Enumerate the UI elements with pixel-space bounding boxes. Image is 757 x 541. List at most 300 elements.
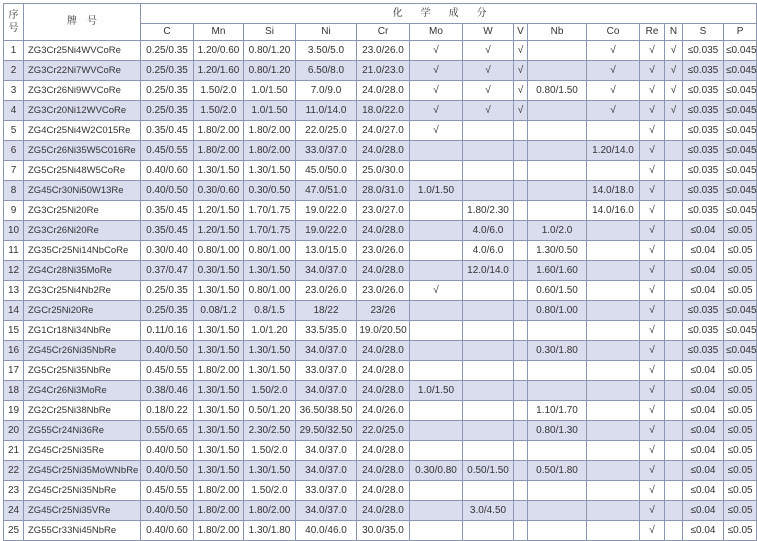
cell-ni: 34.0/37.0 — [296, 261, 357, 281]
cell-v — [514, 141, 528, 161]
cell-seq: 20 — [4, 421, 24, 441]
table-row — [4, 41, 757, 61]
cell-v: √ — [514, 81, 528, 101]
cell-s: ≤0.035 — [683, 81, 724, 101]
cell-re: √ — [640, 341, 665, 361]
cell-nb — [528, 141, 587, 161]
cell-grade: ZG5Cr25Ni35NbRe — [24, 361, 141, 381]
cell-nb: 0.30/1.80 — [528, 341, 587, 361]
cell-ni: 29.50/32.50 — [296, 421, 357, 441]
cell-s: ≤0.04 — [683, 221, 724, 241]
cell-c: 0.38/0.46 — [141, 381, 194, 401]
cell-re: √ — [640, 41, 665, 61]
cell-si: 1.30/1.50 — [244, 261, 296, 281]
cell-n — [665, 121, 683, 141]
cell-w — [463, 321, 514, 341]
cell-mn: 1.30/1.50 — [194, 441, 244, 461]
cell-nb — [528, 101, 587, 121]
cell-s: ≤0.035 — [683, 161, 724, 181]
cell-mo — [410, 421, 463, 441]
cell-v — [514, 201, 528, 221]
cell-cr: 30.0/35.0 — [357, 521, 410, 541]
composition-table-sheet — [3, 3, 757, 537]
cell-nb — [528, 481, 587, 501]
cell-nb — [528, 61, 587, 81]
cell-seq: 5 — [4, 121, 24, 141]
cell-w: 4.0/6.0 — [463, 241, 514, 261]
table-row — [4, 321, 757, 341]
cell-n — [665, 341, 683, 361]
cell-cr: 24.0/28.0 — [357, 221, 410, 241]
table-row — [4, 241, 757, 261]
cell-ni: 22.0/25.0 — [296, 121, 357, 141]
cell-ni: 34.0/37.0 — [296, 461, 357, 481]
cell-ni: 33.5/35.0 — [296, 321, 357, 341]
header-element-re: Re — [640, 24, 665, 41]
cell-c: 0.25/0.35 — [141, 41, 194, 61]
cell-s: ≤0.04 — [683, 501, 724, 521]
cell-v — [514, 421, 528, 441]
cell-v: √ — [514, 101, 528, 121]
cell-n — [665, 261, 683, 281]
cell-co — [587, 221, 640, 241]
cell-si: 1.70/1.75 — [244, 201, 296, 221]
cell-nb — [528, 361, 587, 381]
cell-n — [665, 501, 683, 521]
cell-n — [665, 241, 683, 261]
cell-s: ≤0.04 — [683, 401, 724, 421]
header-element-mo: Mo — [410, 24, 463, 41]
cell-si: 1.50/2.0 — [244, 381, 296, 401]
cell-p: ≤0.045 — [724, 181, 757, 201]
cell-mo — [410, 261, 463, 281]
cell-n — [665, 381, 683, 401]
cell-si: 1.80/2.00 — [244, 501, 296, 521]
cell-nb — [528, 41, 587, 61]
cell-co — [587, 401, 640, 421]
header-seq-line1: 序 — [8, 10, 19, 21]
cell-w — [463, 281, 514, 301]
cell-v — [514, 501, 528, 521]
cell-ni: 19.0/22.0 — [296, 221, 357, 241]
cell-ni: 3.50/5.0 — [296, 41, 357, 61]
cell-p: ≤0.045 — [724, 301, 757, 321]
cell-cr: 24.0/28.0 — [357, 81, 410, 101]
cell-cr: 24.0/27.0 — [357, 121, 410, 141]
cell-w — [463, 301, 514, 321]
cell-co — [587, 161, 640, 181]
cell-cr: 23.0/27.0 — [357, 201, 410, 221]
cell-grade: ZG3Cr26Ni9WVCoRe — [24, 81, 141, 101]
cell-v — [514, 261, 528, 281]
cell-grade: ZG3Cr20Ni12WVCoRe — [24, 101, 141, 121]
cell-si: 0.80/1.20 — [244, 41, 296, 61]
header-element-s: S — [683, 24, 724, 41]
cell-v — [514, 381, 528, 401]
cell-v: √ — [514, 61, 528, 81]
cell-mo — [410, 501, 463, 521]
cell-s: ≤0.04 — [683, 381, 724, 401]
cell-p: ≤0.05 — [724, 281, 757, 301]
cell-nb — [528, 181, 587, 201]
cell-grade: ZG2Cr25Ni38NbRe — [24, 401, 141, 421]
cell-mn: 1.80/2.00 — [194, 501, 244, 521]
cell-mo — [410, 241, 463, 261]
cell-v — [514, 401, 528, 421]
cell-n: √ — [665, 101, 683, 121]
cell-cr: 23.0/26.0 — [357, 241, 410, 261]
cell-w: 0.50/1.50 — [463, 461, 514, 481]
cell-mo — [410, 221, 463, 241]
cell-n — [665, 521, 683, 541]
table-row — [4, 161, 757, 181]
cell-si: 1.0/1.50 — [244, 81, 296, 101]
cell-cr: 24.0/28.0 — [357, 361, 410, 381]
cell-si: 1.30/1.50 — [244, 161, 296, 181]
cell-ni: 33.0/37.0 — [296, 361, 357, 381]
cell-ni: 33.0/37.0 — [296, 141, 357, 161]
cell-seq: 7 — [4, 161, 24, 181]
cell-c: 0.40/0.50 — [141, 441, 194, 461]
cell-re: √ — [640, 281, 665, 301]
cell-n — [665, 301, 683, 321]
cell-ni: 34.0/37.0 — [296, 441, 357, 461]
cell-mn: 1.20/1.50 — [194, 201, 244, 221]
header-element-c: C — [141, 24, 194, 41]
cell-ni: 23.0/26.0 — [296, 281, 357, 301]
cell-c: 0.40/0.60 — [141, 161, 194, 181]
cell-p: ≤0.05 — [724, 221, 757, 241]
cell-si: 1.80/2.00 — [244, 141, 296, 161]
cell-re: √ — [640, 441, 665, 461]
cell-v — [514, 161, 528, 181]
cell-v — [514, 181, 528, 201]
cell-mn: 1.30/1.50 — [194, 381, 244, 401]
cell-ni: 34.0/37.0 — [296, 501, 357, 521]
cell-grade: ZG4Cr25Ni4W2C015Re — [24, 121, 141, 141]
cell-nb — [528, 501, 587, 521]
cell-c: 0.40/0.50 — [141, 341, 194, 361]
cell-w: 4.0/6.0 — [463, 221, 514, 241]
cell-co — [587, 361, 640, 381]
cell-mo: √ — [410, 41, 463, 61]
cell-grade: ZG45Cr25Ni35Re — [24, 441, 141, 461]
header-element-ni: Ni — [296, 24, 357, 41]
cell-mn: 1.30/1.50 — [194, 461, 244, 481]
cell-si: 0.30/0.50 — [244, 181, 296, 201]
cell-mn: 1.50/2.0 — [194, 81, 244, 101]
cell-seq: 17 — [4, 361, 24, 381]
cell-cr: 24.0/28.0 — [357, 481, 410, 501]
cell-co: 14.0/18.0 — [587, 181, 640, 201]
cell-mn: 1.20/1.60 — [194, 61, 244, 81]
cell-grade: ZG5Cr26Ni35W5C016Re — [24, 141, 141, 161]
cell-cr: 19.0/20.50 — [357, 321, 410, 341]
cell-mn: 0.30/1.50 — [194, 261, 244, 281]
cell-p: ≤0.045 — [724, 101, 757, 121]
cell-co: √ — [587, 41, 640, 61]
cell-cr: 24.0/28.0 — [357, 461, 410, 481]
cell-w — [463, 381, 514, 401]
cell-s: ≤0.035 — [683, 61, 724, 81]
header-element-mn: Mn — [194, 24, 244, 41]
cell-mn: 0.30/0.60 — [194, 181, 244, 201]
cell-re: √ — [640, 201, 665, 221]
table-row — [4, 141, 757, 161]
cell-v — [514, 441, 528, 461]
cell-seq: 9 — [4, 201, 24, 221]
cell-nb — [528, 521, 587, 541]
cell-si: 0.80/1.20 — [244, 61, 296, 81]
cell-seq: 2 — [4, 61, 24, 81]
cell-n — [665, 201, 683, 221]
table-row — [4, 221, 757, 241]
cell-nb: 0.50/1.80 — [528, 461, 587, 481]
cell-c: 0.11/0.16 — [141, 321, 194, 341]
cell-s: ≤0.035 — [683, 321, 724, 341]
header-chemical-composition: 化学成分 — [141, 4, 757, 24]
cell-si: 1.70/1.75 — [244, 221, 296, 241]
cell-mo — [410, 401, 463, 421]
table-row — [4, 261, 757, 281]
cell-mo — [410, 361, 463, 381]
cell-re: √ — [640, 521, 665, 541]
cell-mo — [410, 481, 463, 501]
cell-n — [665, 281, 683, 301]
cell-seq: 11 — [4, 241, 24, 261]
cell-w — [463, 341, 514, 361]
cell-cr: 25.0/30.0 — [357, 161, 410, 181]
cell-s: ≤0.04 — [683, 481, 724, 501]
cell-si: 2.30/2.50 — [244, 421, 296, 441]
cell-p: ≤0.05 — [724, 381, 757, 401]
cell-grade: ZG55Cr33Ni45NbRe — [24, 521, 141, 541]
cell-grade: ZG3Cr25Ni20Re — [24, 201, 141, 221]
cell-v: √ — [514, 41, 528, 61]
cell-co — [587, 481, 640, 501]
cell-re: √ — [640, 361, 665, 381]
cell-si: 1.50/2.0 — [244, 441, 296, 461]
cell-c: 0.25/0.35 — [141, 301, 194, 321]
table-row — [4, 361, 757, 381]
cell-si: 1.30/1.50 — [244, 461, 296, 481]
table-body — [4, 41, 757, 541]
cell-ni: 47.0/51.0 — [296, 181, 357, 201]
cell-mn: 0.08/1.2 — [194, 301, 244, 321]
cell-cr: 21.0/23.0 — [357, 61, 410, 81]
cell-w — [463, 481, 514, 501]
cell-si: 1.30/1.50 — [244, 341, 296, 361]
table-row — [4, 461, 757, 481]
cell-s: ≤0.04 — [683, 521, 724, 541]
cell-v — [514, 481, 528, 501]
cell-mo — [410, 441, 463, 461]
cell-re: √ — [640, 301, 665, 321]
cell-mo — [410, 521, 463, 541]
cell-w — [463, 361, 514, 381]
cell-seq: 13 — [4, 281, 24, 301]
cell-v — [514, 321, 528, 341]
cell-grade: ZG5Cr25Ni48W5CoRe — [24, 161, 141, 181]
cell-re: √ — [640, 481, 665, 501]
cell-n — [665, 221, 683, 241]
cell-c: 0.25/0.35 — [141, 81, 194, 101]
cell-re: √ — [640, 221, 665, 241]
cell-mo — [410, 201, 463, 221]
cell-v — [514, 121, 528, 141]
cell-mn: 1.30/1.50 — [194, 401, 244, 421]
cell-mn: 0.80/1.00 — [194, 241, 244, 261]
cell-w: √ — [463, 41, 514, 61]
table-row — [4, 341, 757, 361]
cell-s: ≤0.035 — [683, 101, 724, 121]
cell-seq: 12 — [4, 261, 24, 281]
cell-w: 1.80/2.30 — [463, 201, 514, 221]
cell-p: ≤0.045 — [724, 41, 757, 61]
cell-grade: ZG35Cr25Ni14NbCoRe — [24, 241, 141, 261]
cell-grade: ZG45Cr25Ni35NbRe — [24, 481, 141, 501]
header-grade: 牌 号 — [24, 4, 141, 41]
cell-grade: ZG3Cr22Ni7WVCoRe — [24, 61, 141, 81]
cell-cr: 24.0/28.0 — [357, 341, 410, 361]
cell-mo — [410, 341, 463, 361]
cell-mn: 1.20/1.50 — [194, 221, 244, 241]
cell-re: √ — [640, 421, 665, 441]
cell-c: 0.45/0.55 — [141, 141, 194, 161]
cell-seq: 16 — [4, 341, 24, 361]
cell-nb: 0.80/1.50 — [528, 81, 587, 101]
cell-w: 3.0/4.50 — [463, 501, 514, 521]
cell-mn: 1.20/0.60 — [194, 41, 244, 61]
cell-mo — [410, 301, 463, 321]
cell-v — [514, 461, 528, 481]
cell-re: √ — [640, 321, 665, 341]
cell-w — [463, 181, 514, 201]
cell-re: √ — [640, 181, 665, 201]
cell-nb: 0.80/1.30 — [528, 421, 587, 441]
cell-seq: 3 — [4, 81, 24, 101]
cell-cr: 23/26 — [357, 301, 410, 321]
cell-seq: 23 — [4, 481, 24, 501]
header-element-n: N — [665, 24, 683, 41]
cell-mn: 1.80/2.00 — [194, 141, 244, 161]
cell-w — [463, 161, 514, 181]
cell-p: ≤0.045 — [724, 141, 757, 161]
cell-nb — [528, 201, 587, 221]
cell-grade: ZG3Cr26Ni20Re — [24, 221, 141, 241]
cell-w — [463, 121, 514, 141]
cell-co — [587, 421, 640, 441]
cell-re: √ — [640, 81, 665, 101]
cell-p: ≤0.05 — [724, 361, 757, 381]
table-row — [4, 101, 757, 121]
cell-v — [514, 341, 528, 361]
cell-si: 0.80/1.00 — [244, 281, 296, 301]
cell-re: √ — [640, 141, 665, 161]
cell-c: 0.45/0.55 — [141, 481, 194, 501]
cell-cr: 24.0/28.0 — [357, 261, 410, 281]
header-element-nb: Nb — [528, 24, 587, 41]
table-row — [4, 181, 757, 201]
cell-n — [665, 441, 683, 461]
cell-cr: 23.0/26.0 — [357, 281, 410, 301]
cell-seq: 22 — [4, 461, 24, 481]
cell-ni: 40.0/46.0 — [296, 521, 357, 541]
cell-v — [514, 281, 528, 301]
cell-n — [665, 321, 683, 341]
cell-c: 0.45/0.55 — [141, 361, 194, 381]
cell-nb — [528, 441, 587, 461]
cell-s: ≤0.04 — [683, 421, 724, 441]
cell-co: 14.0/16.0 — [587, 201, 640, 221]
cell-mo: 0.30/0.80 — [410, 461, 463, 481]
cell-c: 0.30/0.40 — [141, 241, 194, 261]
cell-v — [514, 361, 528, 381]
cell-mn: 1.30/1.50 — [194, 341, 244, 361]
cell-co — [587, 461, 640, 481]
cell-nb: 1.10/1.70 — [528, 401, 587, 421]
cell-s: ≤0.04 — [683, 281, 724, 301]
cell-co — [587, 321, 640, 341]
header-seq-number — [4, 4, 24, 41]
cell-seq: 24 — [4, 501, 24, 521]
cell-n — [665, 481, 683, 501]
cell-v — [514, 301, 528, 321]
cell-n — [665, 161, 683, 181]
cell-si: 1.80/2.00 — [244, 121, 296, 141]
cell-co — [587, 121, 640, 141]
cell-mo: √ — [410, 281, 463, 301]
header-row-top — [4, 4, 757, 24]
cell-nb — [528, 121, 587, 141]
cell-seq: 15 — [4, 321, 24, 341]
cell-co — [587, 261, 640, 281]
cell-w: √ — [463, 101, 514, 121]
cell-v — [514, 241, 528, 261]
cell-si: 1.30/1.80 — [244, 521, 296, 541]
cell-cr: 24.0/28.0 — [357, 381, 410, 401]
table-row — [4, 61, 757, 81]
header-seq-line2: 号 — [8, 23, 19, 34]
cell-p: ≤0.045 — [724, 161, 757, 181]
cell-seq: 14 — [4, 301, 24, 321]
cell-grade: ZG45Cr25Ni35VRe — [24, 501, 141, 521]
cell-mn: 1.80/2.00 — [194, 361, 244, 381]
cell-grade: ZG45Cr30Ni50W13Re — [24, 181, 141, 201]
cell-re: √ — [640, 241, 665, 261]
cell-seq: 6 — [4, 141, 24, 161]
cell-mn: 1.30/1.50 — [194, 421, 244, 441]
cell-mo — [410, 141, 463, 161]
cell-s: ≤0.04 — [683, 461, 724, 481]
cell-mo: √ — [410, 121, 463, 141]
cell-p: ≤0.05 — [724, 441, 757, 461]
cell-mo — [410, 321, 463, 341]
cell-s: ≤0.04 — [683, 261, 724, 281]
cell-mn: 1.30/1.50 — [194, 161, 244, 181]
cell-ni: 36.50/38.50 — [296, 401, 357, 421]
cell-co — [587, 301, 640, 321]
cell-grade: ZG1Cr18Ni34NbRe — [24, 321, 141, 341]
cell-re: √ — [640, 461, 665, 481]
cell-nb: 1.60/1.60 — [528, 261, 587, 281]
cell-si: 0.50/1.20 — [244, 401, 296, 421]
cell-n: √ — [665, 81, 683, 101]
cell-grade: ZG45Cr26Ni35NbRe — [24, 341, 141, 361]
cell-re: √ — [640, 401, 665, 421]
cell-si: 0.8/1.5 — [244, 301, 296, 321]
cell-grade: ZG55Cr24Ni36Re — [24, 421, 141, 441]
